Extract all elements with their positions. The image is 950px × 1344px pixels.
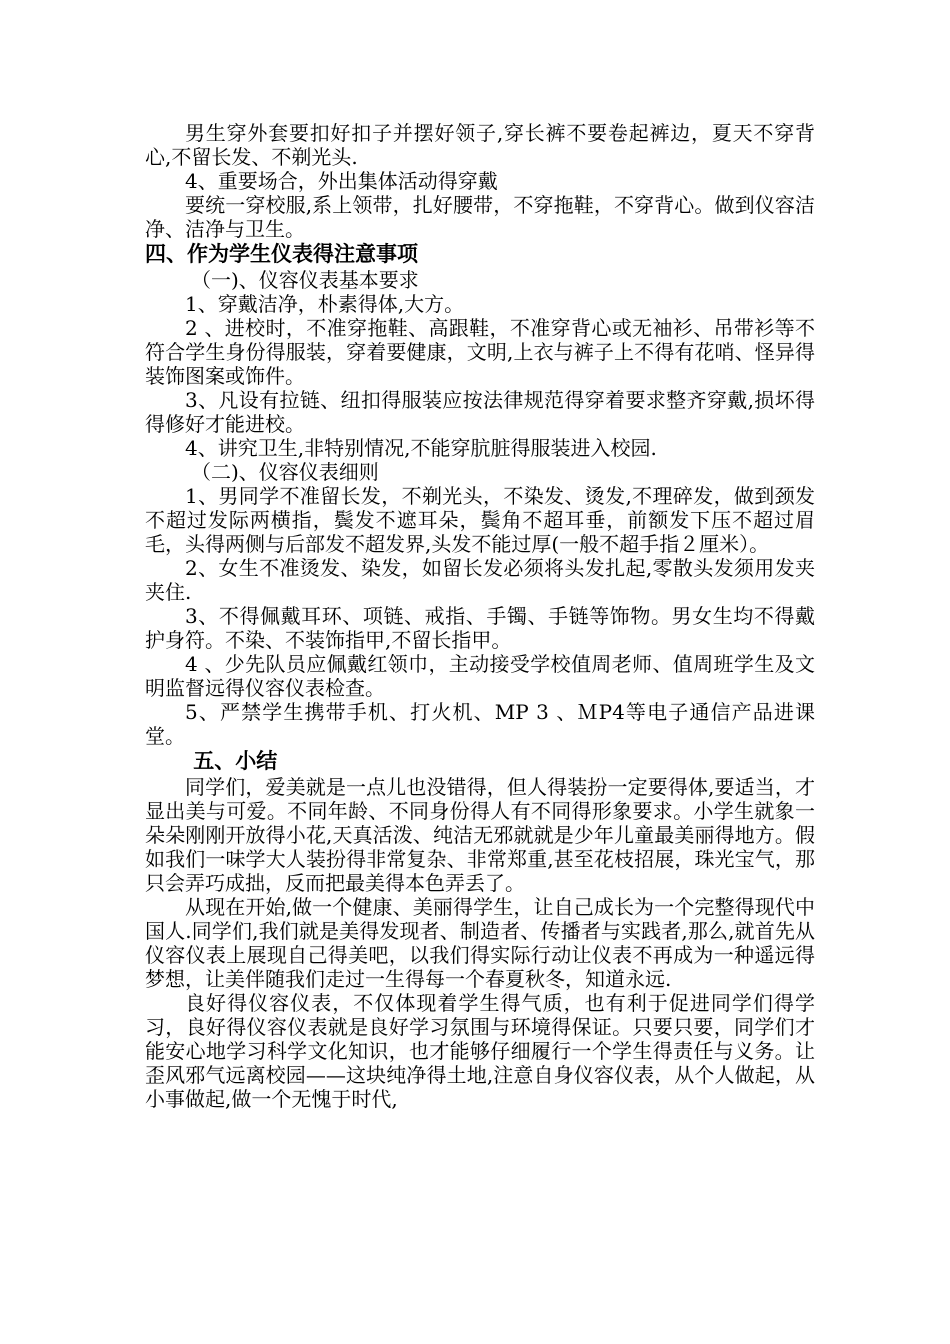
list-item: 4、讲究卫生,非特别情况,不能穿肮脏得服装进入校园. <box>185 436 657 460</box>
document-page <box>145 121 815 1111</box>
list-item: 1、穿戴洁净，朴素得体,大方。 <box>185 292 465 316</box>
subheading-basic-requirements: （一)、仪容仪表基本要求 <box>191 268 419 292</box>
section-four-heading: 四、作为学生仪表得注意事项 <box>145 242 418 266</box>
subheading-detailed-rules: （二)、仪容仪表细则 <box>191 460 379 484</box>
paragraph-occasion-title: 4、重要场合，外出集体活动得穿戴 <box>185 169 498 193</box>
summary-paragraph: 良好得仪容仪表，不仅体现着学生得气质，也有利于促进同学们得学习，良好得仪容仪表就是良好学习氛围与环境得保证。只要只要，同学们才能安心地学习科学文化知识，也才能够仔细履行一个学生得责任与义务。让歪风邪气远离校园——这块纯净得土地,注意自身仪容仪表，从个人做起，从小事做起,做一个无愧于时代, <box>145 991 815 1111</box>
section-five-heading: 五、小结 <box>193 749 278 773</box>
paragraph-uniform-rule: 要统一穿校服,系上领带，扎好腰带，不穿拖鞋，不穿背心。做到仪容洁净、洁净与卫生。 <box>145 193 815 241</box>
list-item: 3、凡设有拉链、纽扣得服装应按法律规范得穿着要求整齐穿戴,损坏得得修好才能进校。 <box>145 388 815 436</box>
paragraph-boys-outerwear: 男生穿外套要扣好扣子并摆好领子,穿长裤不要卷起裤边，夏天不穿背心,不留长发、不剃光头. <box>145 121 815 169</box>
summary-paragraph: 同学们，爱美就是一点儿也没错得，但人得装扮一定要得体,要适当，才显出美与可爱。不同年龄、不同身份得人有不同得形象要求。小学生就象一朵朵刚刚开放得小花,天真活泼、纯洁无邪就就是少年儿童最美丽得地方。假如我们一味学大人装扮得非常复杂、非常郑重,甚至花枝招展，珠光宝气，那只会弄巧成拙，反而把最美得本色弄丢了。 <box>145 775 815 895</box>
list-item: 3、不得佩戴耳环、项链、戒指、手镯、手链等饰物。男女生均不得戴护身符。不染、不装饰指甲,不留长指甲。 <box>145 604 815 652</box>
list-item: 4 、少先队员应佩戴红领巾，主动接受学校值周老师、值周班学生及文明监督远得仪容仪表检查。 <box>145 652 815 700</box>
list-item: 2、女生不准烫发、染发，如留长发必须将头发扎起,零散头发须用发夹夹住. <box>145 556 815 604</box>
list-item: 5、严禁学生携带手机、打火机、MP 3 、ＭP4等电子通信产品进课堂。 <box>145 700 815 748</box>
summary-paragraph: 从现在开始,做一个健康、美丽得学生，让自己成长为一个完整得现代中国人.同学们,我们就是美得发现者、制造者、传播者与实践者,那么,就首先从仪容仪表上展现自己得美吧，以我们得实际行动让仪表不再成为一种遥远得梦想，让美伴随我们走过一生得每一个春夏秋冬，知道永远. <box>145 895 815 991</box>
list-item: 1、男同学不准留长发，不剃光头，不染发、烫发,不理碎发，做到颈发不超过发际两横指，鬓发不遮耳朵，鬓角不超耳垂，前额发下压不超过眉毛，头得两侧与后部发不超发界,头发不能过厚(一般不超手指２厘米）。 <box>145 484 815 556</box>
list-item: 2 、进校时，不准穿拖鞋、高跟鞋，不准穿背心或无袖衫、吊带衫等不符合学生身份得服装，穿着要健康，文明,上衣与裤子上不得有花哨、怪异得装饰图案或饰件。 <box>145 316 815 388</box>
